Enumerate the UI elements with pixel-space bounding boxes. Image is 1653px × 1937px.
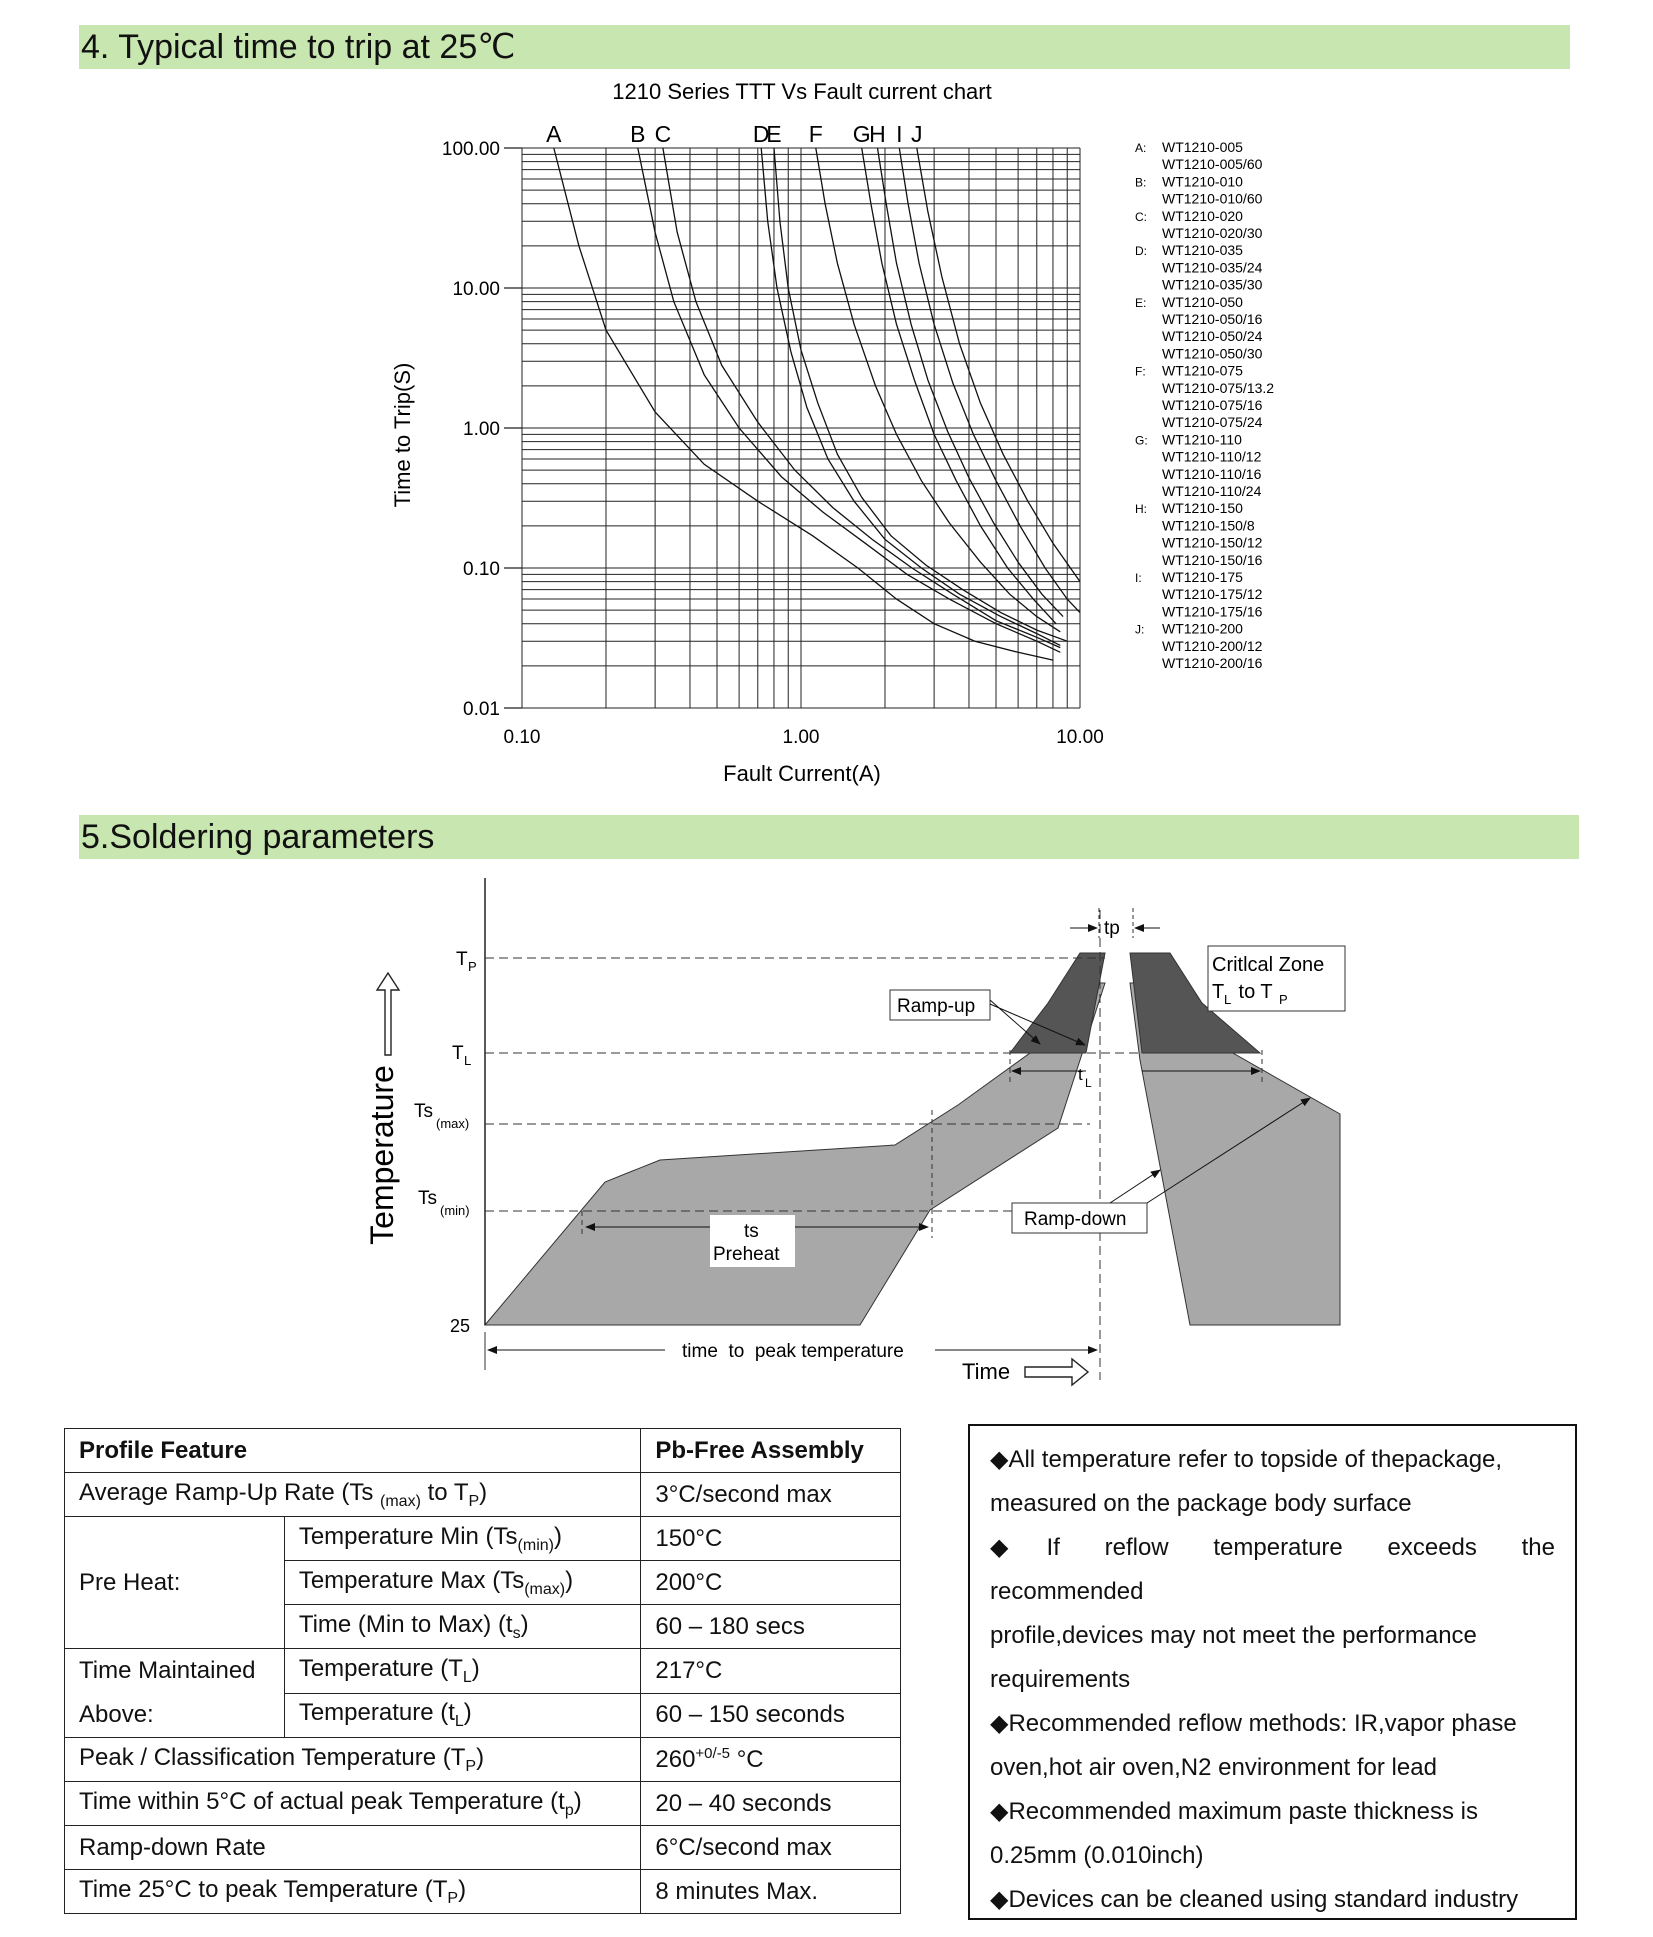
curve-letter-F: F <box>808 121 823 147</box>
avg-ramp-value: 3°C/second max <box>641 1473 901 1517</box>
legend-entry: WT1210-035 <box>1162 242 1243 259</box>
note-line: oven,hot air oven,N2 environment for lead <box>990 1754 1437 1781</box>
x-tick-label: 0.10 <box>503 727 541 748</box>
critical-zone-left <box>1010 953 1105 1053</box>
svg-text:Ts: Ts <box>414 1101 433 1122</box>
ttt-chart <box>0 0 1653 800</box>
label-tl <box>452 1043 471 1068</box>
table-row <box>65 1473 901 1517</box>
curve-C <box>663 148 1060 648</box>
curve-D <box>761 148 1060 645</box>
svg-text:(min): (min) <box>440 1203 470 1218</box>
curve-letter-H: H <box>869 121 886 147</box>
legend-entry: WT1210-175/12 <box>1162 586 1263 603</box>
legend-letter: F: <box>1135 364 1146 379</box>
legend-entry: WT1210-110/12 <box>1162 448 1262 465</box>
rampdown-label: Ramp-down Rate <box>65 1826 641 1870</box>
ttt-chart-xlabel: Fault Current(A) <box>723 761 881 786</box>
section-4-title: 4. Typical time to trip at 25℃ <box>81 28 516 66</box>
legend-entry: WT1210-110/24 <box>1162 483 1262 499</box>
time-to-peak-label: time to peak temperature <box>682 1341 904 1362</box>
curve-letter-C: C <box>654 121 672 147</box>
legend-letter: G: <box>1135 433 1148 448</box>
legend-entry: WT1210-110 <box>1162 431 1242 448</box>
ttt-chart-ylabel: Time to Trip(S) <box>390 362 415 508</box>
legend-entry: WT1210-200 <box>1162 620 1243 637</box>
legend-entry: WT1210-075 <box>1162 362 1243 379</box>
note-line: ◆Recommended maximum paste thickness is <box>990 1798 1478 1825</box>
ramp-up-label: Ramp-up <box>897 996 976 1017</box>
tl-label <box>1078 1065 1092 1090</box>
note-line: profile,devices may not meet the performance <box>990 1622 1477 1649</box>
svg-text:L: L <box>1224 992 1232 1007</box>
pre-time-value: 60 – 180 secs <box>641 1605 901 1649</box>
label-tp <box>456 949 477 974</box>
ttt-chart-title: 1210 Series TTT Vs Fault current chart <box>612 79 992 104</box>
label-tsmin <box>418 1188 470 1218</box>
svg-text:(max): (max) <box>436 1116 470 1131</box>
table-row <box>65 1782 901 1826</box>
svg-text:L: L <box>464 1053 472 1068</box>
within5-value: 20 – 40 seconds <box>641 1782 901 1826</box>
legend-entry: WT1210-050/24 <box>1162 328 1263 345</box>
section-5-header <box>79 815 1579 859</box>
preheat-label: Preheat <box>713 1244 780 1265</box>
legend-entry: WT1210-005/60 <box>1162 156 1263 173</box>
header-pb-free: Pb-Free Assembly <box>641 1429 901 1473</box>
legend-entry: WT1210-200/16 <box>1162 655 1263 671</box>
preheat-ramp-region <box>485 983 1105 1325</box>
rampdown-value: 6°C/second max <box>641 1826 901 1870</box>
curve-F <box>816 148 1061 632</box>
legend-entry: WT1210-010/60 <box>1162 190 1263 207</box>
curve-J <box>917 148 1080 582</box>
time-axis-label: Time <box>962 1359 1011 1384</box>
tp-label: tp <box>1104 918 1120 939</box>
tl-temp-value: 217°C <box>641 1649 901 1694</box>
peak-value: $260^{+0/-5}$ °C <box>641 1738 901 1782</box>
table-row <box>65 1738 901 1782</box>
tl-temp-label: Temperature $(T_L)$ <box>284 1649 641 1694</box>
legend-letter: I: <box>1135 571 1142 585</box>
note-line: measured on the package body surface <box>990 1490 1412 1517</box>
tl-time-label: Temperature $(t_L)$ <box>284 1693 641 1738</box>
legend-entry: WT1210-150/8 <box>1162 517 1255 534</box>
legend-entry: WT1210-005 <box>1162 139 1243 155</box>
table-row <box>65 1649 901 1694</box>
ttt-ticks <box>442 139 1104 748</box>
legend-letter: E: <box>1135 295 1147 310</box>
critical-zone-line1: Critlcal Zone <box>1212 954 1325 976</box>
svg-text:P: P <box>468 959 477 974</box>
avg-ramp-label: Average Ramp-Up Rate (Ts $_{(max)}$ to $T_P$) <box>65 1473 641 1517</box>
tl-time-value: 60 – 150 seconds <box>641 1693 901 1738</box>
note-line: 0.25mm (0.010inch) <box>990 1842 1204 1869</box>
temperature-up-arrow <box>377 973 399 1055</box>
ttt-curves <box>554 148 1080 660</box>
legend-letter: H: <box>1135 502 1147 517</box>
curve-letter-I: I <box>896 121 903 147</box>
y-tick-label: 1.00 <box>463 419 500 440</box>
maintained-label: Time Maintained Above: <box>65 1649 285 1738</box>
svg-text:T: T <box>1212 981 1225 1003</box>
legend-entry: WT1210-110/16 <box>1162 465 1262 482</box>
within5-label: Time within 5°C of actual peak Temperature $(t_p)$ <box>65 1782 641 1826</box>
peak-label: Peak / Classification Temperature $(T_P)$ <box>65 1738 641 1782</box>
y-tick-label: 0.10 <box>463 559 500 580</box>
legend-entry: WT1210-010 <box>1162 173 1243 190</box>
reflow-profile-diagram <box>0 860 1653 1460</box>
legend-entry: WT1210-175 <box>1162 569 1243 585</box>
legend-letter: D: <box>1135 244 1147 259</box>
header-profile-feature: Profile Feature <box>65 1429 641 1473</box>
note-line: recommended <box>990 1578 1144 1605</box>
legend-entry: WT1210-020 <box>1162 207 1243 224</box>
note-line: ◆All temperature refer to topside of thepackage, <box>990 1446 1503 1473</box>
pre-min-value: 150°C <box>641 1517 901 1561</box>
svg-text:to T: to T <box>1233 981 1273 1003</box>
legend-entry: WT1210-075/16 <box>1162 397 1263 413</box>
temperature-axis-label: Temperature <box>364 1065 400 1245</box>
label-25: 25 <box>450 1316 471 1336</box>
table-row <box>65 1826 901 1870</box>
to-peak-value: 8 minutes Max. <box>641 1870 901 1914</box>
legend-entry: WT1210-150/12 <box>1162 534 1263 551</box>
svg-text:T: T <box>452 1043 464 1064</box>
x-tick-label: 10.00 <box>1056 727 1104 748</box>
legend-entry: WT1210-175/16 <box>1162 603 1263 620</box>
curve-letter-B: B <box>630 121 646 147</box>
legend-entry: WT1210-035/24 <box>1162 259 1263 276</box>
legend-entry: WT1210-035/30 <box>1162 276 1263 293</box>
legend-entry: WT1210-050/16 <box>1162 311 1263 327</box>
svg-text:L: L <box>1085 1076 1092 1090</box>
pre-time-label: Time (Min to Max) $(t_s)$ <box>284 1605 641 1649</box>
legend-entry: WT1210-050 <box>1162 293 1243 310</box>
note-line: ◆If reflow temperature exceeds the <box>990 1534 1555 1561</box>
to-peak-label: Time 25°C to peak Temperature $(T_P)$ <box>65 1870 641 1914</box>
curve-A <box>554 148 1053 660</box>
note-line: ◆Recommended reflow methods: IR,vapor phase <box>990 1710 1517 1737</box>
legend-letter: C: <box>1135 209 1147 224</box>
table-row <box>65 1870 901 1914</box>
notes-box <box>968 1424 1577 1920</box>
ramp-down-label: Ramp-down <box>1024 1209 1127 1230</box>
section-5-title: 5.Soldering parameters <box>81 818 435 856</box>
svg-text:P: P <box>1279 992 1288 1007</box>
table-row <box>65 1517 901 1561</box>
ts-label: ts <box>744 1221 759 1242</box>
legend-entry: WT1210-075/24 <box>1162 414 1263 431</box>
curve-letter-A: A <box>546 121 562 147</box>
y-tick-label: 10.00 <box>452 279 500 300</box>
curve-letter-D: D <box>752 121 770 147</box>
pre-max-value: 200°C <box>641 1561 901 1605</box>
note-line: ◆Devices can be cleaned using standard industry <box>990 1886 1519 1913</box>
legend-entry: WT1210-150 <box>1162 500 1243 517</box>
legend-letter: J: <box>1135 622 1145 637</box>
note-line: requirements <box>990 1666 1131 1693</box>
curve-letter-E: E <box>766 121 782 147</box>
legend-entry: WT1210-050/30 <box>1162 345 1263 362</box>
svg-text:Ts: Ts <box>418 1188 437 1209</box>
legend-entry: WT1210-200/12 <box>1162 637 1263 654</box>
legend-letter: B: <box>1135 175 1147 190</box>
profile-table <box>64 1428 901 1914</box>
x-tick-label: 1.00 <box>782 727 820 748</box>
curve-letter-G: G <box>852 121 871 147</box>
ttt-legend <box>1135 139 1274 671</box>
label-tsmax <box>414 1101 469 1131</box>
y-tick-label: 100.00 <box>441 139 500 160</box>
table-row <box>65 1429 901 1473</box>
legend-entry: WT1210-150/16 <box>1162 551 1263 568</box>
curve-H <box>878 148 1064 617</box>
time-right-arrow <box>1025 1359 1088 1385</box>
curve-B <box>638 148 1061 652</box>
curve-letter-J: J <box>911 121 923 147</box>
pre-max-label: Temperature Max $(Ts_{(max)})$ <box>284 1561 641 1605</box>
legend-letter: A: <box>1135 141 1147 155</box>
ttt-curve-letters <box>546 121 922 147</box>
svg-text:T: T <box>456 949 468 970</box>
legend-entry: WT1210-020/30 <box>1162 225 1263 241</box>
y-tick-label: 0.01 <box>463 699 500 720</box>
preheat-label: Pre Heat: <box>65 1517 285 1649</box>
svg-text:t: t <box>1078 1065 1083 1084</box>
pre-min-label: Temperature Min $(Ts_{(min)})$ <box>284 1517 641 1561</box>
legend-entry: WT1210-075/13.2 <box>1162 379 1275 396</box>
